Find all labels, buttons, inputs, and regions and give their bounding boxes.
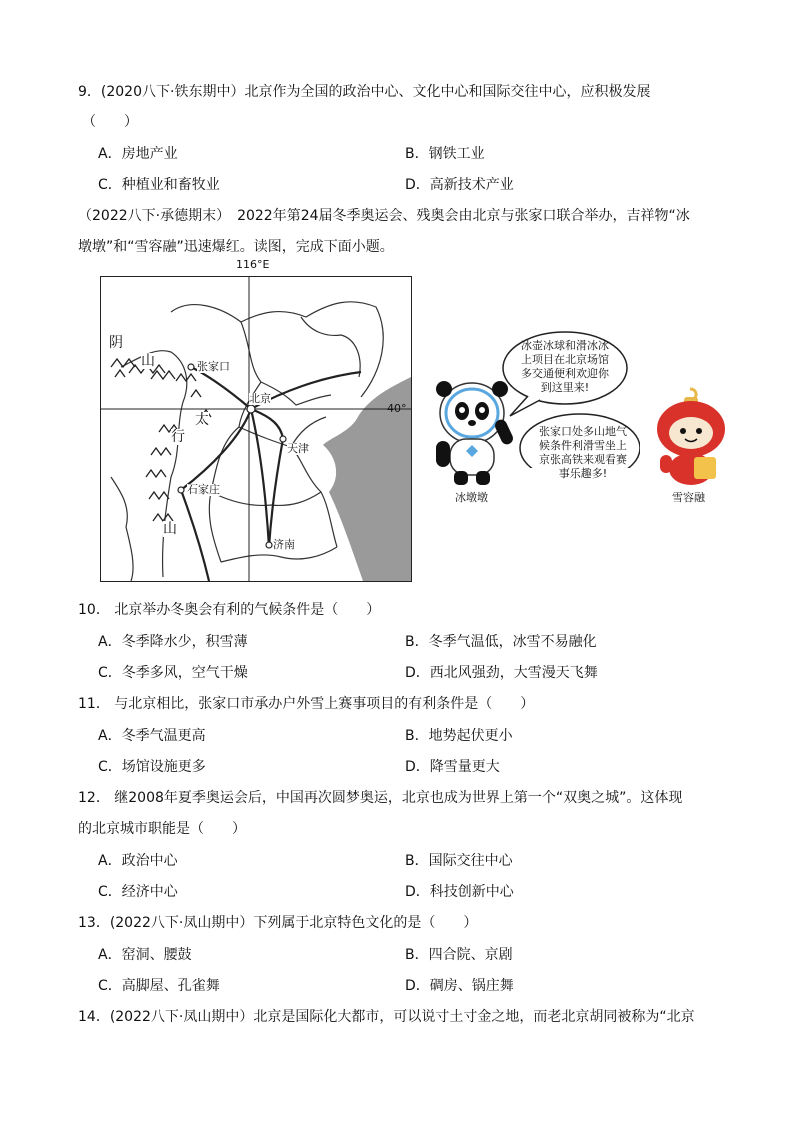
q14-stem: 14．(2022八下·凤山期中）北京是国际化大都市，可以说寸土寸金之地，而老北京胡同被称为“北京 [78,1009,695,1025]
q10-option-d: D．西北风强劲，大雪漫天飞舞 [405,665,598,681]
caption-bing-dwen-dwen: 冰墩墩 [455,491,488,504]
longitude-label: 116°E [236,258,270,271]
q12-option-c: C．经济中心 [98,884,178,900]
q10-option-b: B．冬季气温低，冰雪不易融化 [405,634,597,650]
q11-stem: 11． 与北京相比，张家口市承办户外雪上赛事项目的有利条件是（ ） [78,696,535,712]
city-label-zhangjiakou: 张家口 [197,360,230,373]
mountain-label-shan-2: 山 [163,521,177,537]
mountain-label-xing: 行 [171,429,185,445]
q12-option-d: D．科技创新中心 [405,884,514,900]
intro-line-1: （2022八下·承德期末） 2022年第24届冬季奥运会、残奥会由北京与张家口联合举办，吉祥物“冰 [78,208,690,224]
north-china-map [100,276,412,582]
city-label-beijing: 北京 [249,392,271,405]
q13-option-c: C．高脚屋、孔雀舞 [98,978,220,994]
q12-option-b: B．国际交往中心 [405,853,513,869]
caption-shuey-rhon-rhon: 雪容融 [672,491,705,504]
q9-option-d: D．高新技术产业 [405,177,514,193]
q11-option-a: A．冬季气温更高 [98,728,206,744]
q13-stem: 13．(2022八下·凤山期中）下列属于北京特色文化的是（ ） [78,915,478,931]
q9-stem: 9．(2020八下·铁东期中）北京作为全国的政治中心、文化中心和国际交往中心，应积极发展 [78,84,651,100]
q13-option-b: B．四合院、京剧 [405,947,513,963]
map-drawing [101,277,411,581]
city-label-jinan: 济南 [273,538,295,551]
q9-paren: （ ） [82,114,138,130]
city-label-shijiazhuang: 石家庄 [187,483,220,496]
q10-option-c: C．冬季多风，空气干燥 [98,665,248,681]
q11-option-b: B．地势起伏更小 [405,728,513,744]
city-label-tianjin: 天津 [287,442,309,455]
q13-option-d: D．碉房、锅庄舞 [405,978,514,994]
q9-option-c: C．种植业和畜牧业 [98,177,220,193]
shuey-rhon-rhon-image [650,385,732,487]
q9-option-b: B．钢铁工业 [405,146,485,162]
q11-option-d: D．降雪量更大 [405,759,500,775]
bubble-shuey-rhon-rhon: 张家口处多山地气候条件利滑雪坐上京张高铁来观看赛事乐趣多! [539,425,627,480]
q12-stem: 12． 继2008年夏季奥运会后，中国再次圆梦奥运，北京也成为世界上第一个“双奥之城”。这体现 [78,790,683,806]
latitude-label: 40° [387,402,407,415]
bubble-bing-dwen-dwen: 冰壶冰球和滑冰冰上项目在北京场馆多交通便利欢迎你到这里来! [521,339,609,394]
q11-option-c: C．场馆设施更多 [98,759,206,775]
q9-option-a: A．房地产业 [98,146,178,162]
q10-option-a: A．冬季降水少，积雪薄 [98,634,248,650]
q13-option-a: A．窑洞、腰鼓 [98,947,192,963]
q12-option-a: A．政治中心 [98,853,178,869]
mountain-label-yin: 阴 [109,335,123,351]
q10-stem: 10． 北京举办冬奥会有利的气候条件是（ ） [78,602,381,618]
mountain-label-tai: 太 [195,412,209,428]
intro-line-2: 墩墩”和“雪容融”迅速爆红。读图，完成下面小题。 [78,239,394,255]
q12-stem-continued: 的北京城市职能是（ ） [78,821,246,837]
mountain-label-shan-1: 山 [141,353,155,369]
